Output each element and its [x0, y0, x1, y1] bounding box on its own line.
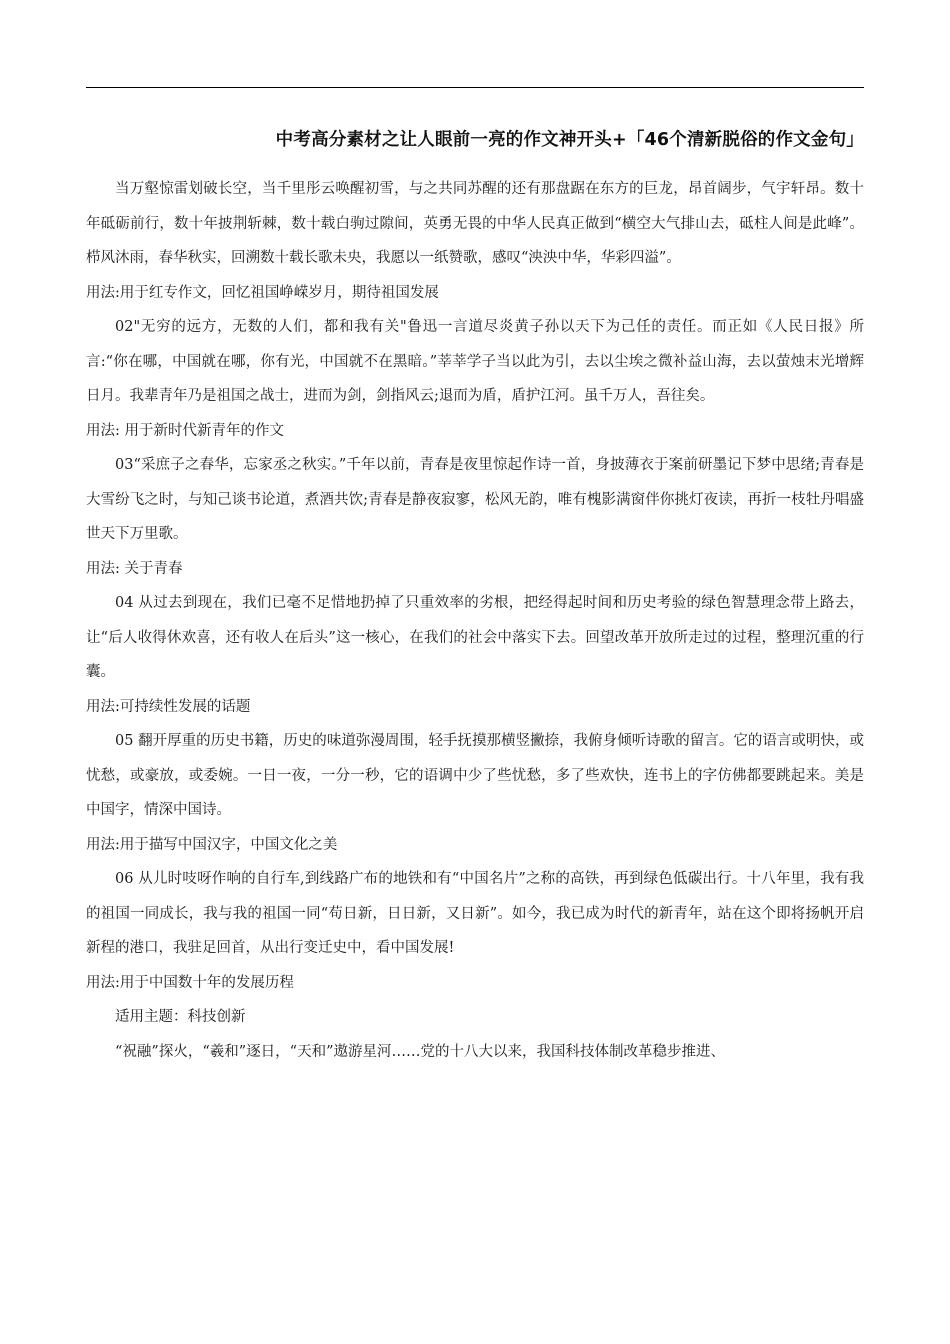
paragraph-03: 03“采庶子之春华，忘家丞之秋实。”千年以前，青春是夜里惊起作诗一首，身披薄衣于案前研墨记下梦中思绪;青春是大雪纷飞之时，与知己谈书论道，煮酒共饮;青春是静夜寂寥，松风无韵，唯有槐影满窗伴你挑灯夜读，再折一枝牡丹唱盛世天下万里歌。 [86, 457, 864, 542]
paragraph-01: 当万壑惊雷划破长空，当千里彤云唤醒初雪，与之共同苏醒的还有那盘踞在东方的巨龙，昂首阔步，气宇轩昂。数十年砥砺前行，数十年披荆斩棘，数十载白驹过隙间，英勇无畏的中华人民真正做到“横空大气排山去，砥柱人间是此峰”。栉风沐雨，春华秋实，回溯数十载长歌未央，我愿以一纸赞歌，感叹“泱泱中华，华彩四溢”。 [86, 181, 864, 266]
document-title: 中考高分素材之让人眼前一亮的作文神开头+「46个清新脱俗的作文金句」 [275, 130, 864, 150]
header-rule [86, 87, 864, 88]
theme-heading: 适用主题：科技创新 [115, 1009, 246, 1025]
usage-note-06: 用法:用于中国数十年的发展历程 [86, 974, 294, 991]
usage-note-01: 用法:用于红专作文，回忆祖国峥嵘岁月，期待祖国发展 [86, 284, 439, 301]
paragraph-02: 02"无穷的远方，无数的人们，都和我有关"鲁迅一言道尽炎黄子孙以天下为己任的责任。而正如《人民日报》所言:“你在哪，中国就在哪，你有光，中国就不在黑暗。”莘莘学子当以此为引，去以尘埃之微补益山海，去以萤烛末光增辉日月。我辈青年乃是祖国之战士，进而为剑，剑指风云;退而为盾，盾护江河。虽千万人，吾往矣。 [86, 319, 864, 404]
paragraph-05: 05 翻开厚重的历史书籍，历史的味道弥漫周围，轻手抚摸那横竖撇捺，我俯身倾听诗歌的留言。它的语言或明快，或忧愁，或豪放，或委婉。一日一夜，一分一秒，它的语调中少了些忧愁，多了些欢快，连书上的字仿佛都要跳起来。美是中国字，情深中国诗。 [86, 733, 864, 818]
usage-note-02: 用法: 用于新时代新青年的作文 [86, 422, 284, 439]
usage-note-05: 用法:用于描写中国汉字，中国文化之美 [86, 836, 338, 853]
paragraph-07: “祝融”探火，“羲和”逐日，“天和”遨游星河……党的十八大以来，我国科技体制改革稳步推进、 [115, 1043, 725, 1060]
document-body [86, 172, 864, 1069]
usage-note-03: 用法: 关于青春 [86, 560, 183, 577]
paragraph-06: 06 从儿时吱呀作响的自行车,到线路广布的地铁和有“中国名片”之称的高铁，再到绿色低碳出行。十八年里，我有我的祖国一同成长，我与我的祖国一同“苟日新，日日新，又日新”。如今，我已成为时代的新青年，站在这个即将扬帆开启新程的港口，我驻足回首，从出行变迁史中，看中国发展! [86, 871, 864, 956]
usage-note-04: 用法:可持续性发展的话题 [86, 698, 251, 715]
paragraph-04: 04 从过去到现在，我们已毫不足惜地扔掉了只重效率的劣根，把经得起时间和历史考验的绿色智慧理念带上路去，让“后人收得休欢喜，还有收人在后头”这一核心，在我们的社会中落实下去。回望改革开放所走过的过程，整理沉重的行囊。 [86, 595, 864, 680]
